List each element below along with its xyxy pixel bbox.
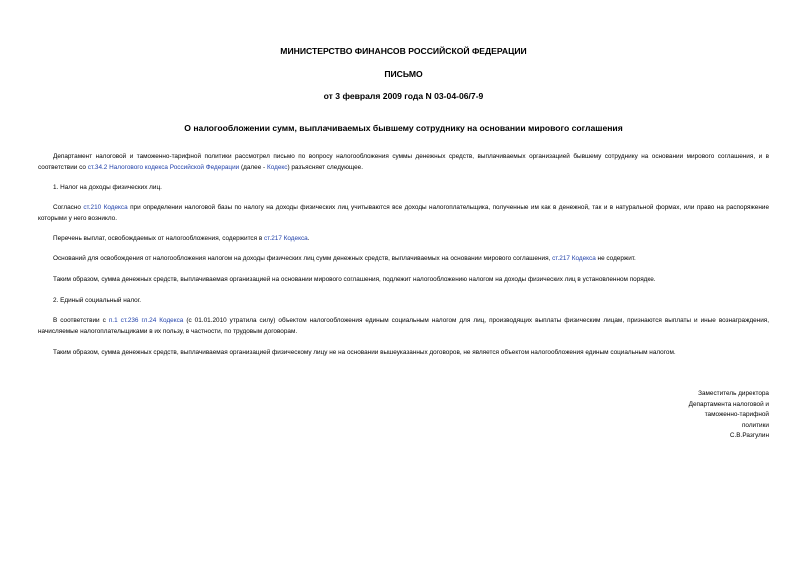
text: (далее - — [239, 163, 267, 171]
text: при определении налоговой базы по налогу на доходы физических лиц учитываются все доходы налогоплательщика, полученные им как в денежной, так и в натуральной формах, или право на распоряжение которыми у него возникло. — [38, 204, 769, 222]
paragraph-no-grounds — [38, 254, 769, 265]
link-art-217-second[interactable]: ст.217 Кодекса — [552, 255, 596, 262]
paragraph-intro — [38, 152, 769, 173]
text: В соответствии с — [53, 317, 109, 324]
document-page — [38, 0, 769, 571]
paragraph-section-1: 1. Налог на доходы физических лиц. — [53, 184, 162, 191]
link-tax-code-art-34-2[interactable]: ст.34.2 Налогового кодекса Российской Федерации — [87, 163, 240, 171]
text: (с 01.01.2010 утратила силу) объектом налогообложения единым социальным налогом для лиц, производящих выплаты физическим лицам, признаются выплаты и иные вознаграждения, начисляемые налогоплательщиками в их пользу, в частности, по трудовым договорам. — [38, 317, 769, 335]
link-art-217[interactable]: ст.217 Кодекса — [264, 235, 308, 242]
paragraph-art-236 — [38, 316, 769, 337]
document-date-number: от 3 февраля 2009 года N 03-04-06/7-9 — [323, 91, 484, 101]
text: Согласно — [53, 204, 84, 211]
signature-line: Заместитель директора — [698, 390, 769, 397]
text: Департамент налоговой и таможенно-тарифной политики рассмотрел письмо по вопросу налогообложения суммы денежных средств, выплачиваемых организацией бывшему сотруднику на основании мирового соглашения, и в соответствии со — [38, 153, 769, 171]
link-code[interactable]: Кодекс — [266, 163, 288, 171]
text: Перечень выплат, освобождаемых от налогообложения, содержится в — [53, 235, 265, 242]
link-art-236[interactable]: п.1 ст.236 гл.24 Кодекса — [108, 317, 184, 324]
text: не содержит. — [595, 255, 636, 262]
text: Оснований для освобождения от налогообложения налогом на доходы физических лиц сумм денежных средств, выплачиваемых на основании мирового соглашения, — [53, 255, 553, 262]
document-type: ПИСЬМО — [384, 69, 423, 79]
signature-block — [649, 389, 769, 442]
signature-line: политики — [741, 421, 769, 429]
paragraph-art-210 — [38, 203, 769, 224]
paragraph-conclusion-1: Таким образом, сумма денежных средств, выплачиваемая организацией на основании мирового соглашения, подлежит налогообложению налогом на доходы физических лиц в установленном порядке. — [53, 276, 656, 283]
text: ) разъясняет следующее. — [287, 163, 363, 171]
signature-line: Департамента налоговой и — [688, 400, 769, 408]
link-art-210[interactable]: ст.210 Кодекса — [83, 204, 128, 211]
paragraph-exempt-list — [38, 234, 769, 245]
signature-name: С.В.Разгулин — [729, 432, 769, 439]
paragraph-section-2: 2. Единый социальный налог. — [53, 297, 142, 304]
signature-line: таможенно-тарифной — [704, 411, 769, 418]
ministry-heading: МИНИСТЕРСТВО ФИНАНСОВ РОССИЙСКОЙ ФЕДЕРАЦИИ — [280, 46, 527, 56]
document-subject: О налогообложении сумм, выплачиваемых бывшему сотруднику на основании мирового соглашения — [184, 123, 623, 133]
paragraph-conclusion-2: Таким образом, сумма денежных средств, выплачиваемая организацией физическому лицу не на основании вышеуказанных договоров, не является объектом налогообложения единым социальным налогом. — [53, 349, 676, 356]
text: . — [307, 235, 310, 242]
